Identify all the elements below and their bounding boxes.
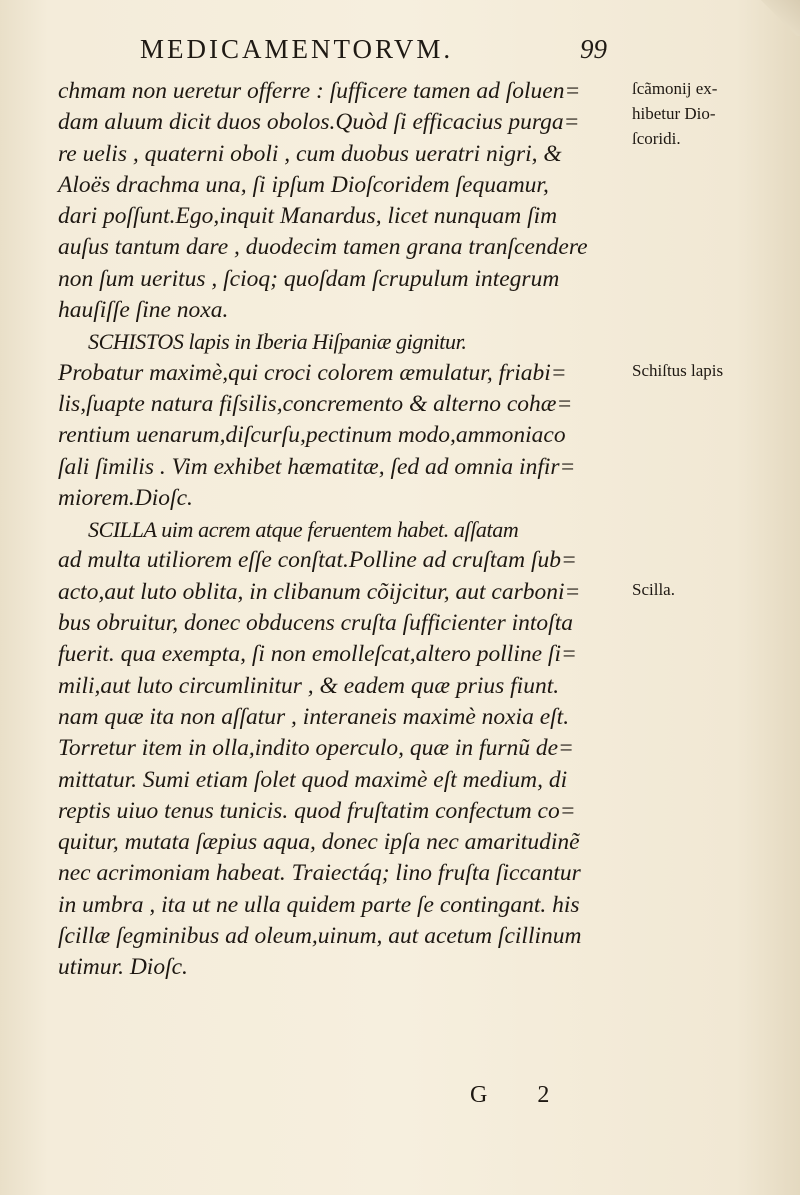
margin-note-schistus: Schiſtus lapis xyxy=(632,361,724,380)
text-line: reptis uiuo tenus tunicis. quod fruſtatim confectum co= xyxy=(58,797,576,824)
text-line: ſcillæ ſegminibus ad oleum,uinum, aut acetum ſcillinum xyxy=(58,923,582,950)
text-line: in umbra , ita ut ne ulla quidem parte ſe contingant. his xyxy=(58,891,580,918)
margin-note-scamonii-2: hibetur Dio- xyxy=(632,104,716,123)
running-title: MEDICAMENTORVM. xyxy=(140,34,454,64)
main-text-block xyxy=(58,76,626,984)
paragraph-start-schistos: SCHISTOS lapis in Iberia Hiſpaniæ gignitur. xyxy=(88,329,467,355)
text-line: lis,ſuapte natura fiſsilis,concremento & alterno cohæ= xyxy=(58,390,573,417)
text-line: Torretur item in olla,indito operculo, quæ in furnũ de= xyxy=(58,735,574,762)
margin-note-scamonii-3: ſcoridi. xyxy=(632,129,681,148)
text-line: mittatur. Sumi etiam ſolet quod maximè eſt medium, di xyxy=(58,766,568,793)
text-line: acto,aut luto oblita, in clibanum cõijcitur, aut carboni= xyxy=(58,578,581,605)
page-corner-fold xyxy=(750,0,800,36)
text-line: nec acrimoniam habeat. Traiectáq; lino fruſta ſiccantur xyxy=(58,860,581,887)
text-line: fuerit. qua exempta, ſi non emolleſcat,altero polline ſi= xyxy=(58,641,577,668)
text-line: dari poſſunt.Ego,inquit Manardus, licet nunquam ſim xyxy=(58,203,558,230)
text-line: bus obruitur, donec obducens cruſta ſufficienter intoſta xyxy=(58,610,573,637)
text-line: non ſum ueritus , ſcioq; quoſdam ſcrupulum integrum xyxy=(58,265,560,292)
text-line: dam aluum dicit duos obolos.Quòd ſi efficacius purga= xyxy=(58,109,580,136)
text-line: Probatur maximè,qui croci colorem æmulatur, friabi= xyxy=(58,359,567,386)
text-line: auſus tantum dare , duodecim tamen grana tranſcendere xyxy=(58,234,588,261)
text-line: hauſiſſe ſine noxa. xyxy=(58,297,229,324)
margin-note-scamonii-1: ſcãmonij ex- xyxy=(632,79,718,98)
text-line: mili,aut luto circumlinitur , & eadem quæ prius fiunt. xyxy=(58,672,560,699)
signature-mark: G 2 xyxy=(470,1082,572,1108)
text-line: utimur. Dioſc. xyxy=(58,954,188,981)
text-line: miorem.Dioſc. xyxy=(58,484,193,511)
text-line: chmam non ueretur offerre : ſufficere tamen ad ſoluen= xyxy=(58,78,581,104)
paragraph-start-scilla: SCILLA uim acrem atque feruentem habet. aſſatam xyxy=(88,517,519,543)
text-line: ſali ſimilis . Vim exhibet hæmatitæ, ſed ad omnia infir= xyxy=(58,453,576,480)
text-line: nam quæ ita non aſſatur , interaneis maximè noxia eſt. xyxy=(58,703,570,730)
text-line: re uelis , quaterni oboli , cum duobus ueratri nigri, & xyxy=(58,140,562,167)
margin-note-scilla: Scilla. xyxy=(632,580,675,599)
text-line: ad multa utiliorem eſſe conſtat.Polline ad cruſtam ſub= xyxy=(58,547,577,574)
text-line: rentium uenarum,diſcurſu,pectinum modo,ammoniaco xyxy=(58,422,566,449)
text-line: Aloës drachma una, ſi ipſum Dioſcoridem ſequamur, xyxy=(58,171,549,198)
page-number: 99 xyxy=(580,34,607,64)
text-line: quitur, mutata ſæpius aqua, donec ipſa nec amaritudinẽ xyxy=(58,829,580,856)
